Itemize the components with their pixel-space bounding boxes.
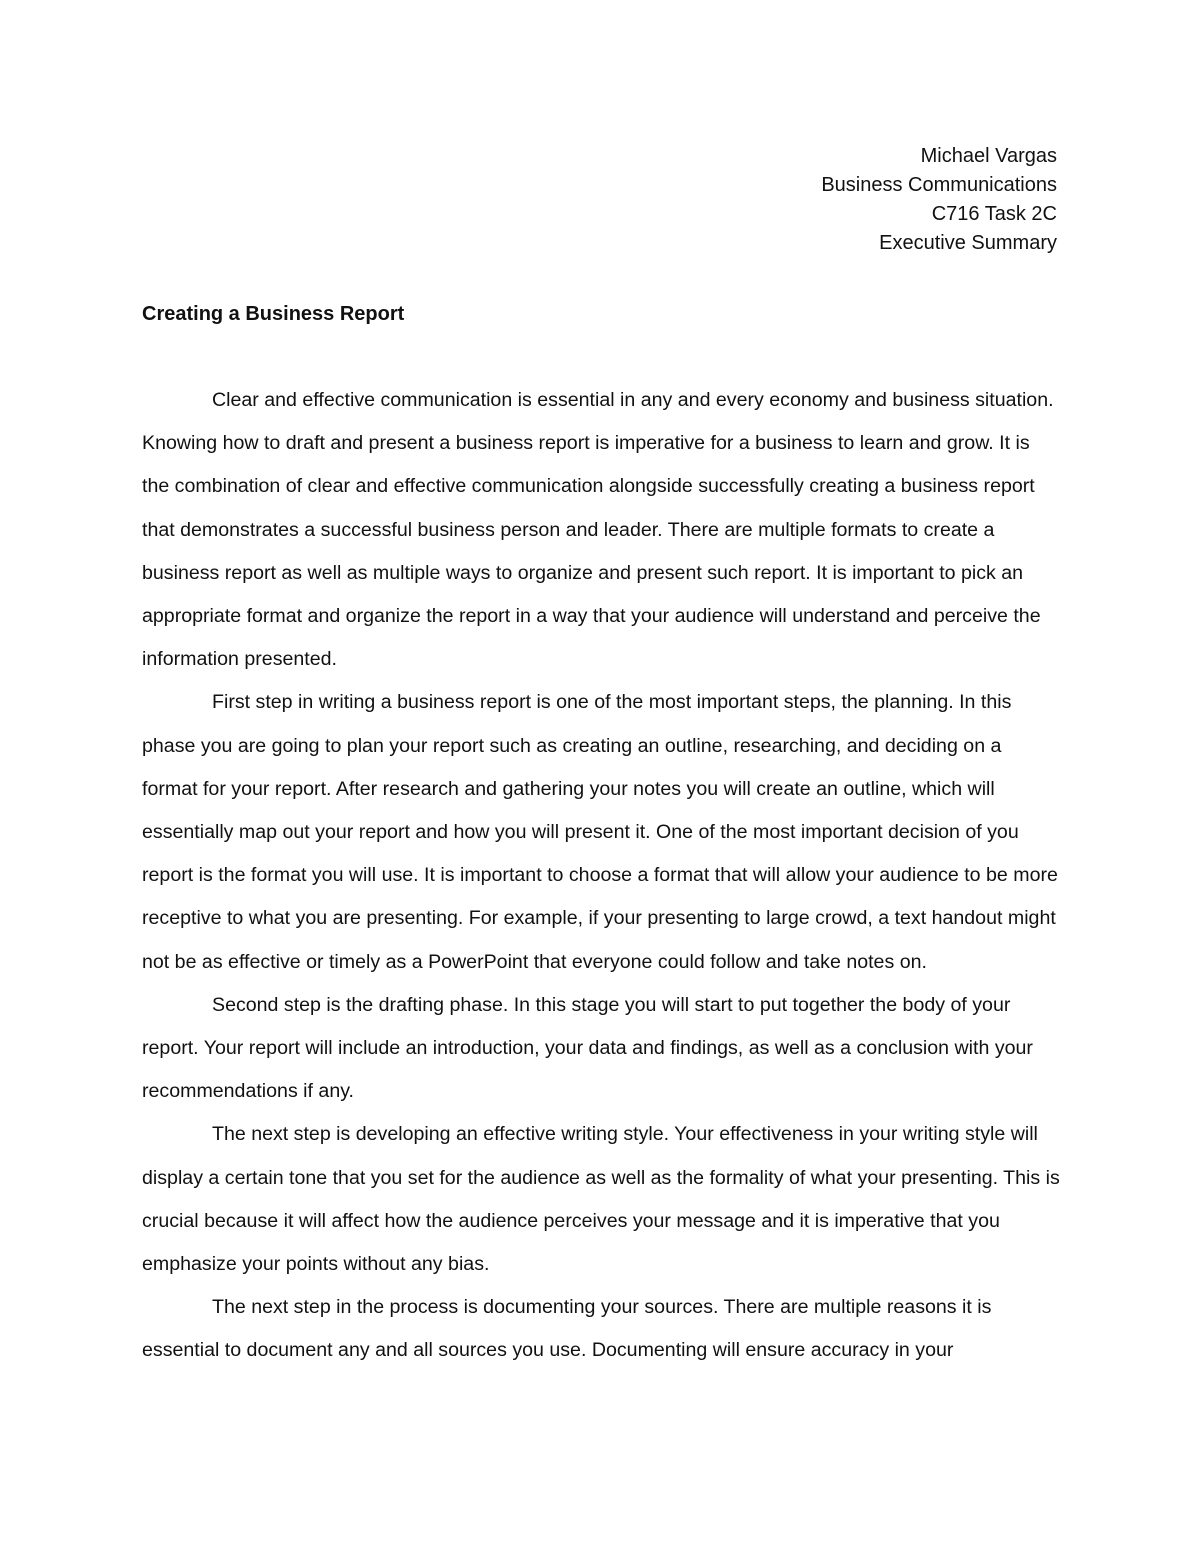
body-paragraph: First step in writing a business report is one of the most important steps, the planning. In this phase you are going to plan your report such as creating an outline, researching, and deciding on a format for your report. After research and gathering your notes you will create an outline, which will essentially map out your report and how you will present it. One of the most important decision of you report is the format you will use. It is important to choose a format that will allow your audience to be more receptive to what you are presenting. For example, if your presenting to large crowd, a text handout might not be as effective or timely as a PowerPoint that everyone could follow and take notes on.: [142, 691, 1058, 973]
course-name: Business Communications: [821, 174, 1057, 196]
document-body: [142, 379, 1062, 1373]
body-paragraph: Second step is the drafting phase. In this stage you will start to put together the body of your report. Your report will include an introduction, your data and findings, as well as a conclusion with your recommendations if any.: [142, 993, 1033, 1103]
body-paragraph: The next step is developing an effective writing style. Your effectiveness in your writing style will display a certain tone that you set for the audience as well as the formality of what your presenting. This is crucial because it will affect how the audience perceives your message and it is imperative that you emphasize your points without any bias.: [142, 1123, 1060, 1276]
document-title: Creating a Business Report: [142, 303, 405, 325]
author-name: Michael Vargas: [920, 145, 1057, 167]
task-id: C716 Task 2C: [931, 203, 1057, 225]
body-paragraph: Clear and effective communication is essential in any and every economy and business situation. Knowing how to draft and present a business report is imperative for a business to learn and grow. It is the combination of clear and effective communication alongside successfully creating a business report that demonstrates a successful business person and leader. There are multiple formats to create a business report as well as multiple ways to organize and present such report. It is important to pick an appropriate format and organize the report in a way that your audience will understand and perceive the information presented.: [142, 389, 1054, 671]
body-paragraph: The next step in the process is documenting your sources. There are multiple reasons it is essential to document any and all sources you use. Documenting will ensure accuracy in your: [142, 1296, 992, 1362]
author-header: [821, 142, 1057, 258]
document-type: Executive Summary: [879, 232, 1057, 254]
